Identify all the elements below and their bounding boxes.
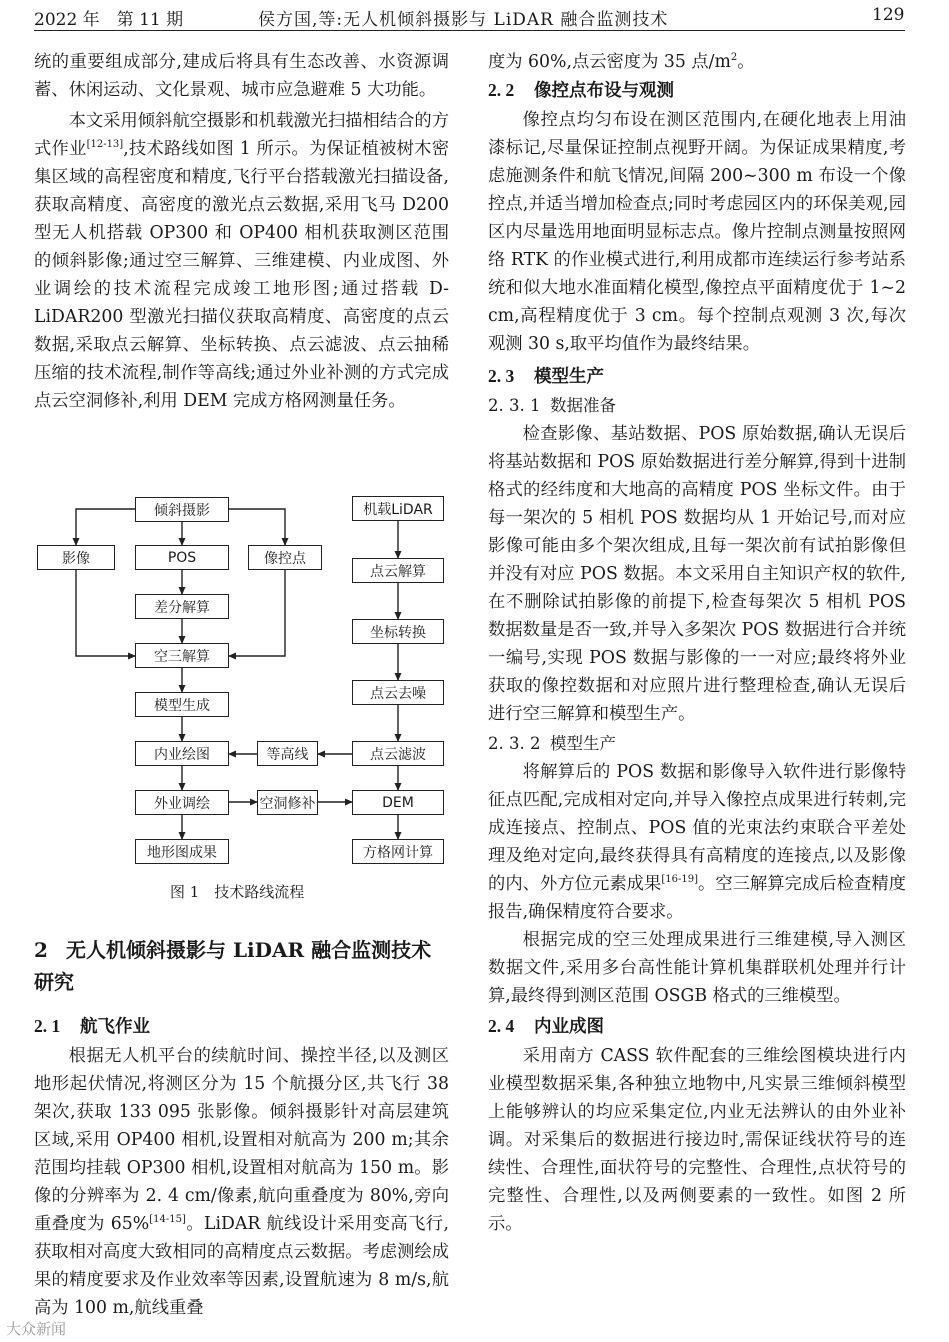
flow-box-denoise: 点云去噪 (352, 680, 444, 705)
paragraph: 度为 60%,点云密度为 35 点$/m^2$。 (488, 52, 755, 72)
subsubsection-heading: 2. 3. 1 数据准备 (488, 396, 616, 415)
subsection-heading: 2. 4 内业成图 (488, 1016, 604, 1037)
paragraph: 像控点均匀布设在测区范围内,在硬化地表上用油漆标记,尽量保证控制点视野开阔。为保证成果精度,考虑施测条件和航飞情况,间隔 200~300 m 布设一个像控点,并适当增加检查点;同时考虑园区内的环保美观,园区内尽量选用地面明显标志点。像片控制点测量按照网络 RTK 的作业模式进行,利用成都市连续运行参考站系统和似大地水准面精化模型,像控点平面精度优于 1~2 cm,高程精度优于 3 cm。每个控制点观测 3 次,每次观测 30 s,取平均值作为最终结果。 (488, 110, 906, 354)
paragraph: 采用南方 CASS 软件配套的三维绘图模块进行内业模型数据采集,各种独立地物中,凡实景三维倾斜模型上能够辨认的均应采集定位,内业无法辨认的由外业补调。对采集后的数据进行接边时,需保证线状符号的连续性、合理性,面状符号的完整性、合理性,点状符号的完整性、合理性,以及两侧要素的一致性。如图 2 所示。 (488, 1046, 906, 1234)
flow-box-topographic-map: 地形图成果 (135, 839, 229, 864)
flow-box-oblique-photography: 倾斜摄影 (135, 497, 229, 522)
citation: [14-15] (149, 1214, 186, 1225)
flow-box-grid-calc: 方格网计算 (352, 839, 444, 864)
figure-caption: 图 1 技术路线流程 (170, 883, 305, 901)
subsection-heading: 2. 1 航飞作业 (34, 1016, 150, 1037)
flow-box-pos: POS (135, 545, 229, 570)
paragraph: 将解算后的 POS 数据和影像导入软件进行影像特征点匹配,完成相对定向,并导入像控点成果进行转刺,完成连接点、控制点、POS 值的光束法约束联合平差处理及绝对定向,最终获得具有高精度的连接点,以及影像的内、外方位元素成果[16-19]。空三解算完成后检查精度报告,确保精度符合要求。 (488, 762, 906, 922)
right-column (488, 48, 906, 1238)
flow-box-differential: 差分解算 (135, 594, 229, 619)
flow-box-dem: DEM (352, 790, 444, 815)
subsubsection-heading: 2. 3. 2 模型生产 (488, 734, 616, 753)
paragraph: 根据无人机平台的续航时间、操控半径,以及测区地形起伏情况,将测区分为 15 个航摄分区,共飞行 38 架次,获取 133 095 张影像。倾斜摄影针对高层建筑区域,采用 OP400 相机,设置相对航高为 200 m;其余范围均挂载 OP300 相机,设置相对航高为 150 m。影像的分辨率为 2. 4 cm/像素,航向重叠度为 80%,旁向重叠度为 65%[14-15]。LiDAR 航线设计采用变高飞行,获取相对高度大致相同的高精度点云数据。考虑测绘成果的精度要求及作业效率等因素,设置航速为 8 m/s,航高为 100 m,航线重叠 (34, 1046, 450, 1318)
left-column-bottom (34, 934, 449, 1322)
flow-box-model-generation: 模型生成 (135, 692, 229, 717)
watermark: 大众新闻 (6, 1320, 67, 1338)
page-number: 129 (872, 5, 905, 25)
running-title: 侯方国,等:无人机倾斜摄影与 LiDAR 融合监测技术 (258, 10, 669, 30)
flow-box-contours: 等高线 (257, 741, 318, 766)
flow-box-coordinate-transform: 坐标转换 (352, 619, 444, 644)
flow-box-hole-repair: 空洞修补 (257, 790, 318, 815)
paragraph: 统的重要组成部分,建成后将具有生态改善、水资源调蓄、休闲运动、文化景观、城市应急避难 5 大功能。 (34, 52, 449, 100)
flow-box-airborne-lidar: 机载LiDAR (352, 496, 444, 521)
connector (229, 509, 285, 545)
subsection-heading: 2. 3 模型生产 (488, 366, 604, 387)
flow-box-control-points: 像控点 (248, 545, 322, 570)
paragraph: 根据完成的空三处理成果进行三维建模,导入测区数据文件,采用多台高性能计算机集群联机处理并行计算,最终得到测区范围 OSGB 格式的三维模型。 (488, 930, 906, 1006)
paragraph: 本文采用倾斜航空摄影和机载激光扫描相结合的方式作业[12-13],技术路线如图 1 所示。为保证植被树木密集区域的高程密度和精度,飞行平台搭载激光扫描设备,获取高精度、高密度的激光点云数据,采用飞马 D200 型无人机搭载 OP300 和 OP400 相机获取测区范围的倾斜影像;通过空三解算、三维建模、内业成图、外业调绘的技术流程完成竣工地形图;通过搭载 D-LiDAR200 型激光扫描仪获取高精度、高密度的点云数据,采取点云解算、坐标转换、点云滤波、点云抽稀压缩的技术流程,制作等高线;通过外业补测的方式完成点云空洞修补,利用 DEM 完成方格网测量任务。 (34, 111, 449, 411)
journal-issue: 2022 年 第 11 期 (34, 10, 184, 30)
citation: [16-19] (661, 874, 698, 885)
connector (76, 509, 135, 545)
flow-box-indoor-mapping: 内业绘图 (135, 741, 229, 766)
flow-box-field-survey: 外业调绘 (135, 790, 229, 815)
flow-box-images: 影像 (37, 545, 115, 570)
connector (76, 570, 135, 656)
flow-box-point-cloud-solution: 点云解算 (352, 558, 444, 583)
flow-box-filtering: 点云滤波 (352, 741, 444, 766)
paragraph: 检查影像、基站数据、POS 原始数据,确认无误后将基站数据和 POS 原始数据进行差分解算,得到十进制格式的经纬度和大地高的高精度 POS 坐标文件。由于每一架次的 5 相机 POS 数据均从 1 开始记号,而对应影像可能由多个架次组成,且每一架次前有试拍影像但并没有对应 POS 数据。本文采用自主知识产权的软件,在不删除试拍影像的前提下,检查每架次 5 相机 POS 数据数量是否一致,并导入多架次 POS 数据进行合并统一编号,实现 POS 数据与影像的一一对应;最终将外业获取的像控数据和对应照片进行整理检查,确认无误后进行空三解算和模型生产。 (488, 424, 906, 724)
flow-box-aerotriangulation: 空三解算 (135, 643, 229, 668)
section-heading: 2 无人机倾斜摄影与 LiDAR 融合监测技术研究 (34, 938, 432, 994)
subsection-heading: 2. 2 像控点布设与观测 (488, 80, 674, 101)
citation: [12-13] (86, 139, 124, 150)
connector (229, 570, 285, 656)
